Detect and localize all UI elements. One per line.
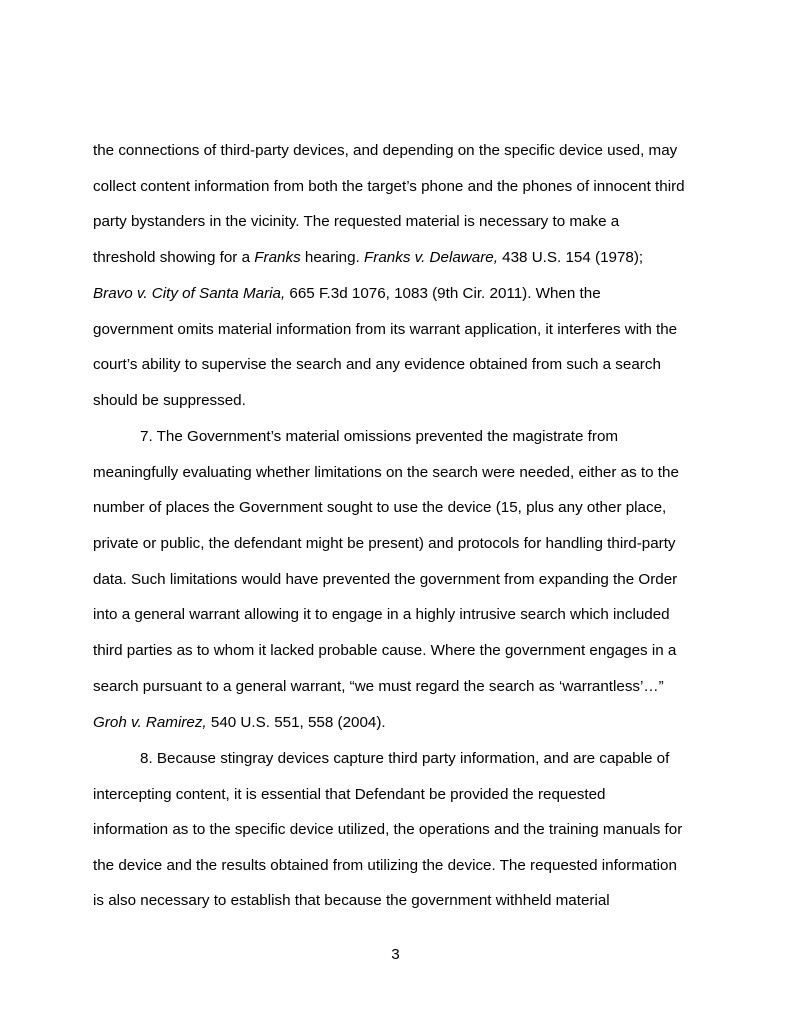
- text-segment: 8. Because stingray devices capture third party information, and are capable of: [140, 750, 670, 767]
- text-line: [93, 678, 664, 696]
- text-line: [93, 464, 679, 482]
- text-segment: 665 F.3d 1076, 1083 (9th Cir. 2011). When the: [285, 285, 601, 302]
- text-line: [93, 892, 610, 910]
- text-line: [93, 606, 670, 624]
- text-segment: third parties as to whom it lacked probable cause. Where the government engages in a: [93, 642, 677, 659]
- text-segment: collect content information from both the target’s phone and the phones of innocent third: [93, 178, 685, 195]
- text-line: [93, 178, 685, 196]
- paragraph-first-line: [140, 750, 669, 768]
- text-segment: search pursuant to a general warrant, “we must regard the search as ‘warrantless’…”: [93, 678, 664, 695]
- text-segment: is also necessary to establish that because the government withheld material: [93, 892, 610, 909]
- text-line: [93, 142, 677, 160]
- text-line: [93, 714, 386, 732]
- case-citation-italic: Bravo v. City of Santa Maria,: [93, 285, 286, 302]
- text-segment: 7. The Government’s material omissions prevented the magistrate from: [140, 428, 619, 445]
- paragraph-first-line: [140, 428, 618, 446]
- case-citation-italic: Groh v. Ramirez,: [93, 714, 207, 731]
- text-line: [93, 571, 677, 589]
- text-segment: court’s ability to supervise the search and any evidence obtained from such a search: [93, 356, 661, 373]
- page-number: 3: [391, 946, 400, 963]
- text-line: [93, 213, 619, 231]
- text-line: [93, 821, 682, 839]
- text-line: [93, 499, 666, 517]
- text-segment: meaningfully evaluating whether limitations on the search were needed, either as to the: [93, 464, 679, 481]
- text-segment: number of places the Government sought to use the device (15, plus any other place,: [93, 499, 667, 516]
- text-segment: data. Such limitations would have prevented the government from expanding the Order: [93, 571, 678, 588]
- case-name-italic: Franks: [254, 249, 301, 266]
- text-line: [93, 642, 676, 660]
- text-line: [93, 857, 677, 875]
- text-line: [93, 249, 643, 267]
- text-segment: private or public, the defendant might be present) and protocols for handling third-party: [93, 535, 676, 552]
- text-segment: threshold showing for a: [93, 249, 255, 266]
- text-segment: into a general warrant allowing it to engage in a highly intrusive search which included: [93, 606, 670, 623]
- text-segment: intercepting content, it is essential that Defendant be provided the requested: [93, 786, 606, 803]
- text-segment: hearing.: [300, 249, 364, 266]
- text-segment: the device and the results obtained from utilizing the device. The requested information: [93, 857, 677, 874]
- text-line: [93, 786, 606, 804]
- text-line: [93, 356, 661, 374]
- text-segment: should be suppressed.: [93, 392, 246, 409]
- text-segment: 438 U.S. 154 (1978);: [497, 249, 644, 266]
- text-line: [93, 392, 246, 410]
- text-segment: the connections of third-party devices, and depending on the specific device used, may: [93, 142, 678, 159]
- case-citation-italic: Franks v. Delaware,: [364, 249, 498, 266]
- text-segment: government omits material information from its warrant application, it interferes with the: [93, 321, 678, 338]
- text-line: [93, 535, 676, 553]
- text-segment: information as to the specific device utilized, the operations and the training manuals for: [93, 821, 683, 838]
- text-segment: 540 U.S. 551, 558 (2004).: [206, 714, 386, 731]
- text-line: [93, 285, 601, 303]
- text-segment: party bystanders in the vicinity. The requested material is necessary to make a: [93, 213, 620, 230]
- text-line: [93, 321, 677, 339]
